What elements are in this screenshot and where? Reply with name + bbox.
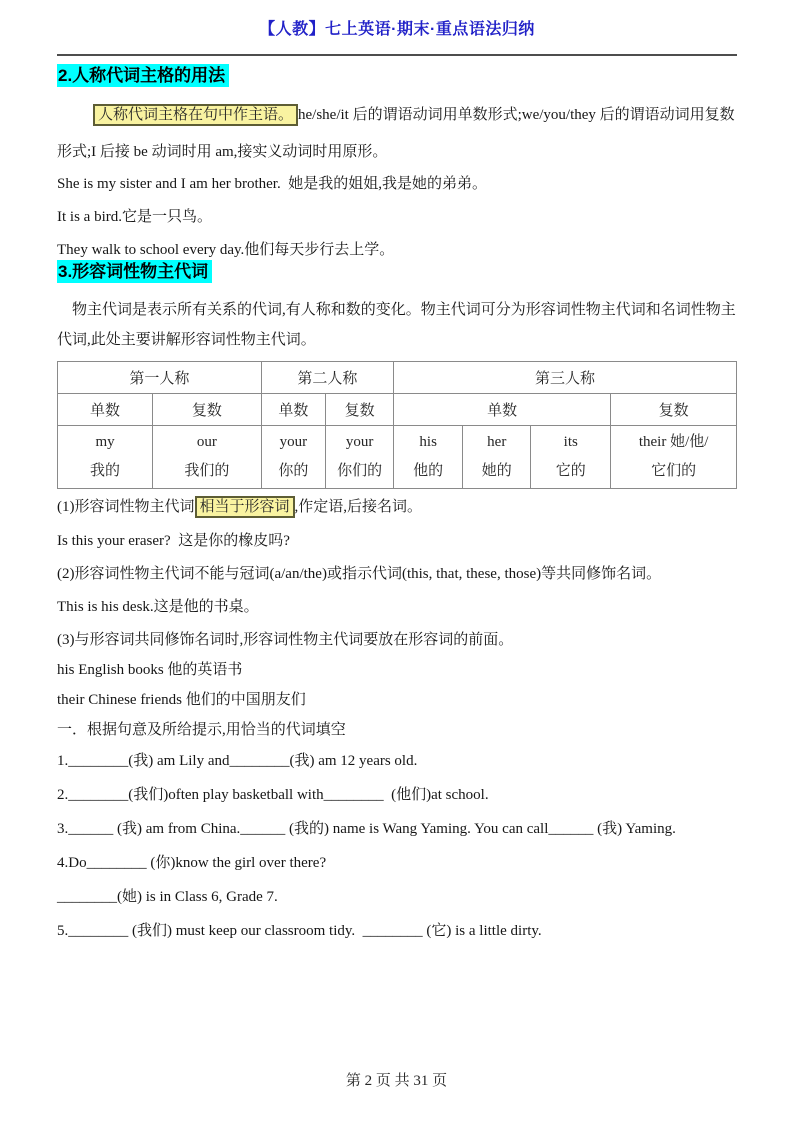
exercise-item: 1.________(我) am Lily and________(我) am 12 years old. bbox=[57, 753, 418, 769]
pronoun-zh: 你的 bbox=[278, 463, 309, 479]
table-header-cell: 单数 bbox=[58, 394, 153, 426]
example-sentence: their Chinese friends 他们的中国朋友们 bbox=[57, 692, 306, 708]
point-2-line: (2)形容词性物主代词不能与冠词(a/an/the)或指示代词(this, that, these, those)等共同修饰名词。 bbox=[57, 566, 662, 582]
pronoun-zh: 它们的 bbox=[651, 463, 697, 479]
example-sentence: They walk to school every day.他们每天步行去上学。 bbox=[57, 242, 395, 258]
point-1-line bbox=[57, 497, 737, 517]
table-cell bbox=[261, 426, 326, 489]
subject-rule-paragraph bbox=[57, 97, 737, 171]
section-3-heading: 3.形容词性物主代词 bbox=[57, 260, 212, 283]
point-1-suffix: ,作定语,后接名词。 bbox=[294, 499, 423, 515]
possessive-pronoun-table bbox=[57, 361, 737, 489]
point-3-line: (3)与形容词共同修饰名词时,形容词性物主代词要放在形容词的前面。 bbox=[57, 632, 514, 648]
pronoun-en: his bbox=[419, 434, 437, 450]
table-cell bbox=[394, 426, 463, 489]
table-cell bbox=[463, 426, 531, 489]
table-header-cell: 复数 bbox=[153, 394, 262, 426]
table-header-cell: 第一人称 bbox=[58, 362, 262, 394]
table-header-cell: 单数 bbox=[261, 394, 326, 426]
exercise-item: ________(她) is in Class 6, Grade 7. bbox=[57, 889, 278, 905]
pronoun-zh: 我的 bbox=[90, 463, 121, 479]
document-title: 【人教】七上英语·期末·重点语法归纳 bbox=[259, 21, 535, 38]
table-number-row bbox=[58, 394, 737, 426]
table-header-cell: 第三人称 bbox=[394, 362, 737, 394]
table-cell bbox=[58, 426, 153, 489]
pronoun-en: your bbox=[279, 434, 308, 450]
table-cell bbox=[153, 426, 262, 489]
example-sentence: Is this your eraser? 这是你的橡皮吗? bbox=[57, 533, 290, 549]
pronoun-zh: 你们的 bbox=[337, 463, 383, 479]
exercise-heading: 一．根据句意及所给提示,用恰当的代词填空 bbox=[57, 722, 346, 738]
table-cell bbox=[611, 426, 737, 489]
section-2-heading: 2.人称代词主格的用法 bbox=[57, 64, 229, 87]
table-person-row bbox=[58, 362, 737, 394]
highlighted-rule-box: 人称代词主格在句中作主语。 bbox=[93, 104, 298, 126]
example-sentence: his English books 他的英语书 bbox=[57, 662, 243, 678]
table-header-cell: 复数 bbox=[326, 394, 394, 426]
rule-continuation-text: he/she/it 后的谓语动词用单数形式;we/you/they 后的谓语动词用复数形式;I 后接 be 动词时用 am,接实义动词时用原形。 bbox=[57, 107, 735, 160]
exercise-item: 4.Do________ (你)know the girl over there? bbox=[57, 855, 327, 871]
exercise-item: 5.________ (我们) must keep our classroom tidy. ________ (它) is a little dirty. bbox=[57, 923, 542, 939]
pronoun-zh: 他的 bbox=[413, 463, 444, 479]
pronoun-zh: 我们的 bbox=[184, 463, 230, 479]
exercise-item: 2.________(我们)often play basketball with________ (他们)at school. bbox=[57, 787, 489, 803]
example-sentence: She is my sister and I am her brother. 她是我的姐姐,我是她的弟弟。 bbox=[57, 176, 487, 192]
exercise-item: 3.______ (我) am from China.______ (我的) name is Wang Yaming. You can call______ (我) Yaming. bbox=[57, 821, 676, 837]
table-header-cell: 复数 bbox=[611, 394, 737, 426]
table-pronoun-row bbox=[58, 426, 737, 489]
pronoun-en: our bbox=[196, 434, 217, 450]
pronoun-en: her bbox=[487, 434, 507, 450]
document-content bbox=[57, 0, 737, 941]
pronoun-en: my bbox=[95, 434, 115, 450]
example-sentence: This is his desk.这是他的书桌。 bbox=[57, 599, 259, 615]
point-1-prefix: (1)形容词性物主代词 bbox=[57, 499, 195, 515]
pronoun-zh: 她的 bbox=[481, 463, 512, 479]
table-cell bbox=[531, 426, 611, 489]
table-header-cell: 第二人称 bbox=[261, 362, 393, 394]
pronoun-en: its bbox=[563, 434, 578, 450]
possessive-intro-paragraph: 物主代词是表示所有关系的代词,有人称和数的变化。物主代词可分为形容词性物主代词和名词性物主代词,此处主要讲解形容词性物主代词。 bbox=[57, 302, 736, 348]
table-header-cell: 单数 bbox=[394, 394, 611, 426]
pronoun-en: your bbox=[345, 434, 374, 450]
pronoun-en: their 她/他/ bbox=[638, 434, 709, 450]
page-number: 第 2 页 共 31 页 bbox=[345, 1073, 448, 1089]
table-cell bbox=[326, 426, 394, 489]
pronoun-zh: 它的 bbox=[555, 463, 586, 479]
example-sentence: It is a bird.它是一只鸟。 bbox=[57, 209, 212, 225]
highlighted-phrase-box: 相当于形容词 bbox=[195, 496, 295, 518]
